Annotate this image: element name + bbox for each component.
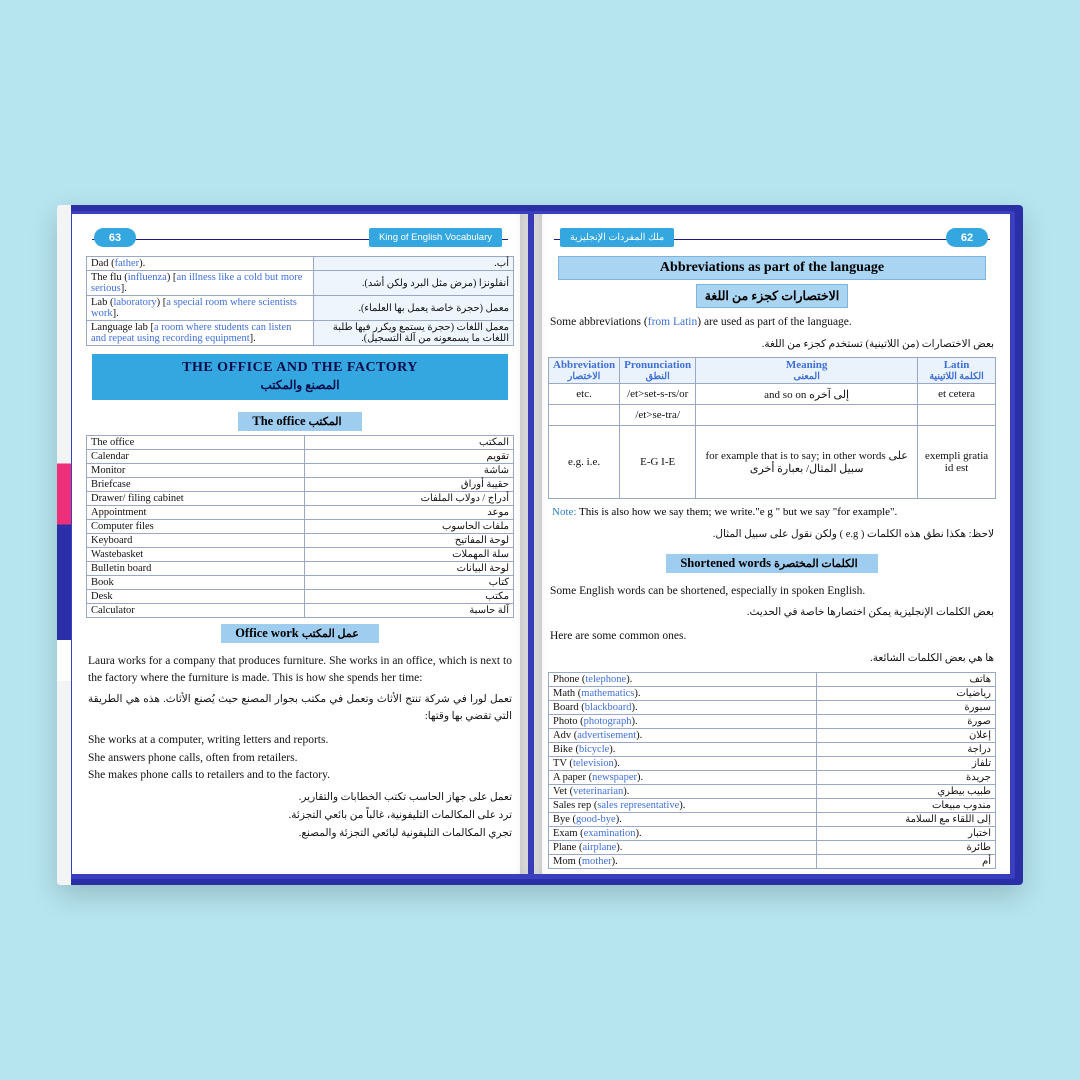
table-row (549, 672, 996, 686)
header-ar: الاختصار (567, 372, 601, 383)
book-gutter (520, 214, 542, 874)
intro-en: Some abbreviations (from Latin) are used as part of the language. (550, 316, 852, 328)
term-en: Vet (veterinarian). (549, 784, 817, 798)
page-number-left: 63 (94, 228, 136, 247)
header-en: Abbreviation (553, 359, 616, 372)
list-item: She makes phone calls to retailers and to the factory. (88, 769, 330, 782)
table-row (549, 728, 996, 742)
section-label-ar: الكلمات المختصرة (774, 557, 858, 570)
shortened-intro-en: Some English words can be shortened, especially in spoken English. (550, 584, 866, 597)
table-row (87, 478, 514, 492)
table-row (549, 426, 996, 499)
term-en: Photo (photograph). (549, 714, 817, 728)
section-label-en: The office (252, 414, 306, 428)
term-en: Dad (father). (87, 257, 314, 271)
running-head-right: ملك المفردات الإنجليزية (560, 228, 674, 247)
table-row (549, 714, 996, 728)
table-row (549, 770, 996, 784)
table-row (87, 296, 514, 321)
term-en: Bike (bicycle). (549, 742, 817, 756)
table-row (87, 576, 514, 590)
shortened-line2-ar: ها هي بعض الكلمات الشائعة. (870, 652, 994, 664)
term-en: Lab (laboratory) [a special room where scientists work]. (87, 296, 314, 321)
term-ar: أم (816, 854, 995, 868)
cell-abbreviation (549, 405, 620, 426)
list-item: She works at a computer, writing letters and reports. (88, 733, 329, 746)
header-ar: المعنى (793, 372, 820, 383)
term-en: Bulletin board (87, 562, 305, 576)
term-en: Monitor (87, 464, 305, 478)
shortened-words-table (548, 672, 996, 869)
table-row (87, 436, 514, 450)
table-row (549, 784, 996, 798)
term-en: Plane (airplane). (549, 840, 817, 854)
left-page (72, 214, 528, 874)
term-ar: مندوب مبيعات (816, 798, 995, 812)
table-row (549, 742, 996, 756)
term-ar: المكتب (305, 436, 514, 450)
table-row (87, 492, 514, 506)
cell-meaning: and so on إلى آخره (696, 384, 918, 405)
term-ar: معمل (حجرة خاصة يعمل بها العلماء). (313, 296, 513, 321)
term-ar: سبورة (816, 700, 995, 714)
table-row (549, 700, 996, 714)
title-abbreviations-ar: الاختصارات كجزء من اللغة (696, 284, 848, 308)
section-heading-office (86, 406, 514, 435)
column-header-meaning (696, 358, 918, 384)
table-row (87, 506, 514, 520)
section-label-ar: المكتب (308, 416, 342, 428)
term-en: TV (television). (549, 756, 817, 770)
table-row (549, 686, 996, 700)
term-ar: صورة (816, 714, 995, 728)
page-number-right: 62 (946, 228, 988, 247)
cell-meaning (696, 405, 918, 426)
paragraph-ar: تعمل لورا في شركة تنتج الأثاث وتعمل في مكتب بجوار المصنع حيث يُصنع الأثاث. هذه هي الطريقة التي تقضي بها وقتها: (88, 694, 512, 723)
header-en: Pronunciation (624, 359, 692, 372)
term-ar: لوحة البيانات (305, 562, 514, 576)
table-row (549, 826, 996, 840)
term-ar: تقويم (305, 450, 514, 464)
section-label-ar: عمل المكتب (301, 628, 359, 640)
table-row (87, 534, 514, 548)
header-en: Latin (943, 359, 970, 372)
column-header-pronunciation (620, 358, 696, 384)
left-page-header (92, 228, 508, 250)
term-ar: لوحة المفاتيح (305, 534, 514, 548)
table-row (549, 854, 996, 868)
table-row (87, 562, 514, 576)
term-ar: أنفلونزا (مرض مثل البرد ولكن أشد). (313, 271, 513, 296)
term-en: Calendar (87, 450, 305, 464)
term-ar: موعد (305, 506, 514, 520)
term-en: Mom (mother). (549, 854, 817, 868)
term-ar: ملفات الحاسوب (305, 520, 514, 534)
term-ar: معمل اللغات (حجرة يستمع ويكرر فيها طلبة اللغات ما يسمعونه من آلة التسجيل). (313, 321, 513, 346)
term-en: Bye (good-bye). (549, 812, 817, 826)
term-ar: هاتف (816, 672, 995, 686)
term-ar: رياضيات (816, 686, 995, 700)
term-en: Board (blackboard). (549, 700, 817, 714)
table-row (549, 384, 996, 405)
chapter-title-ar: المصنع والمكتب (260, 378, 340, 392)
bullet-lines-en (88, 732, 512, 784)
table-header-row (549, 358, 996, 384)
term-en: Adv (advertisement). (549, 728, 817, 742)
bullet-lines-ar (88, 790, 512, 842)
term-ar: طبيب بيطري (816, 784, 995, 798)
note-label: Note: (552, 506, 577, 519)
cell-latin: exempli gratia id est (918, 426, 996, 499)
table-row (549, 405, 996, 426)
section-label-en: Shortened words (680, 555, 771, 570)
note-en (552, 505, 992, 520)
section-label-en: Office work (235, 626, 299, 640)
term-en: Briefcase (87, 478, 305, 492)
table-row (87, 450, 514, 464)
paragraph-en: Laura works for a company that produces furniture. She works in an office, which is next to the factory where the furniture is made. This is how she spends her time: (88, 655, 512, 684)
term-ar: أب. (313, 257, 513, 271)
cell-abbreviation: etc. (549, 384, 620, 405)
term-en: The office (87, 436, 305, 450)
intro-ar: بعض الاختصارات (من اللاتينية) تستخدم كجزء من اللغة. (761, 338, 994, 350)
list-item: تعمل على جهاز الحاسب تكتب الخطابات والتقارير. (298, 791, 512, 803)
shortened-line2-en: Here are some common ones. (550, 630, 687, 643)
table-row (87, 257, 514, 271)
running-head-left: King of English Vocabulary (369, 228, 502, 247)
table-row (549, 812, 996, 826)
table-row (549, 798, 996, 812)
term-ar: اختبار (816, 826, 995, 840)
list-item: ترد على المكالمات التليفونية، غالباً من بائعي التجزئة. (288, 809, 512, 821)
term-en: Computer files (87, 520, 305, 534)
list-item: She answers phone calls, often from retailers. (88, 751, 298, 764)
section-heading-office-work (86, 618, 514, 647)
table-row (87, 271, 514, 296)
section-heading-shortened (548, 548, 996, 577)
header-en: Meaning (785, 359, 828, 372)
title-abbreviations-en: Abbreviations as part of the language (558, 256, 986, 280)
list-item: تجري المكالمات التليفونية لبائعي التجزئة والمصنع. (298, 827, 512, 839)
table-row (87, 604, 514, 618)
table-row (87, 464, 514, 478)
cell-abbreviation: e.g. i.e. (549, 426, 620, 499)
term-ar: جريدة (816, 770, 995, 784)
term-ar: أدراج / دولاب الملفات (305, 492, 514, 506)
table-row (549, 840, 996, 854)
header-ar: الكلمة اللاتينية (929, 372, 984, 383)
term-ar: كتاب (305, 576, 514, 590)
chapter-banner (92, 354, 508, 400)
term-en: Drawer/ filing cabinet (87, 492, 305, 506)
term-en: Sales rep (sales representative). (549, 798, 817, 812)
term-ar: تلفاز (816, 756, 995, 770)
note-ar: لاحظ: هكذا نطق هذه الكلمات ( e.g ) ولكن نقول على سبيل المثال. (712, 528, 994, 540)
table-row (549, 756, 996, 770)
term-en: The flu (influenza) [an illness like a cold but more serious]. (87, 271, 314, 296)
term-en: Appointment (87, 506, 305, 520)
cell-latin (918, 405, 996, 426)
term-ar: شاشة (305, 464, 514, 478)
cell-meaning: for example that is to say; in other words على سبيل المثال/ بعبارة أخرى (696, 426, 918, 499)
term-en: Keyboard (87, 534, 305, 548)
right-page-header (554, 228, 990, 250)
vocabulary-table-top (86, 256, 514, 346)
term-ar: إعلان (816, 728, 995, 742)
term-ar: طائرة (816, 840, 995, 854)
term-en: Desk (87, 590, 305, 604)
term-ar: دراجة (816, 742, 995, 756)
cell-pronunciation: /et>set-s-rs/or (620, 384, 696, 405)
term-ar: سلة المهملات (305, 548, 514, 562)
term-en: A paper (newspaper). (549, 770, 817, 784)
term-ar: إلى اللقاء مع السلامة (816, 812, 995, 826)
table-row (87, 520, 514, 534)
column-header-latin (918, 358, 996, 384)
table-row (87, 548, 514, 562)
note-text: This is also how we say them; we write."e g " but we say "for example". (579, 506, 898, 519)
column-header-abbreviation (549, 358, 620, 384)
term-en: Phone (telephone). (549, 672, 817, 686)
term-en: Math (mathematics). (549, 686, 817, 700)
cell-pronunciation: /et>se-tra/ (620, 405, 696, 426)
office-vocabulary-table (86, 435, 514, 618)
term-en: Book (87, 576, 305, 590)
cell-pronunciation: E-G I-E (620, 426, 696, 499)
table-row (87, 590, 514, 604)
table-row (87, 321, 514, 346)
term-ar: آلة حاسبة (305, 604, 514, 618)
cell-latin: et cetera (918, 384, 996, 405)
term-ar: مكتب (305, 590, 514, 604)
term-en: Wastebasket (87, 548, 305, 562)
header-ar: النطق (645, 372, 670, 383)
abbreviations-table (548, 357, 996, 499)
term-en: Exam (examination). (549, 826, 817, 840)
page-edge-strip (57, 205, 71, 885)
term-en: Calculator (87, 604, 305, 618)
chapter-title-en: THE OFFICE AND THE FACTORY (182, 360, 418, 375)
term-ar: حقيبة أوراق (305, 478, 514, 492)
term-en: Language lab [a room where students can listen and repeat using recording equipment]. (87, 321, 314, 346)
right-page (534, 214, 1010, 874)
shortened-intro-ar: بعض الكلمات الإنجليزية يمكن اختصارها خاصة في الحديث. (746, 607, 994, 619)
